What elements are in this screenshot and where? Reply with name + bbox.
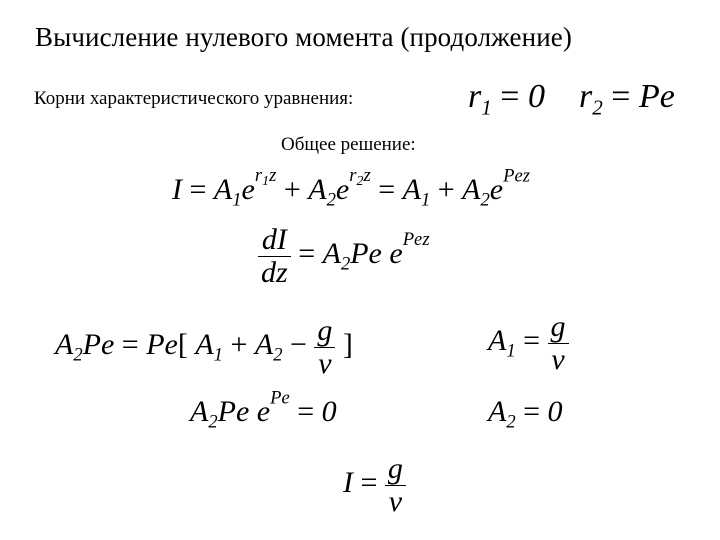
g-over-v-fraction: $\frac{g}{v}$ (314, 315, 335, 379)
r1-eq: $r_1 = 0$ (468, 78, 545, 120)
final-solution: I = $\frac{g}{v}$ (343, 453, 406, 517)
roots-label: Корни характеристического уравнения: (34, 88, 354, 109)
general-solution-equation: $I = A_1e^{r_1z} + A_2e^{r_2z} = A_1 + A_2e^{Pez}$ (172, 165, 530, 211)
g-over-v-fraction: $\frac{g}{v}$ (385, 453, 406, 517)
general-solution-label: Общее решение: (281, 134, 416, 155)
derivative-equation: $\frac{dI}{dz}$ = $A_2Pe$ $e^{Pez}$ (258, 224, 430, 288)
a2-solution: $A_2 = 0$ (488, 395, 563, 433)
boundary-condition-equation: $A_2Pe = Pe$[ $A_1 + A_2$ − $\frac{g}{v}$ ] (55, 314, 353, 380)
derivative-fraction: $\frac{dI}{dz}$ (258, 224, 291, 288)
a1-solution: $A_1$ = $\frac{g}{v}$ (488, 311, 569, 375)
second-condition-equation: $A_2Pe$ $e^{Pe} = 0$ (190, 387, 337, 433)
slide-title: Вычисление нулевого момента (продолжение) (35, 22, 572, 52)
g-over-v-fraction: $\frac{g}{v}$ (548, 311, 569, 375)
r2-eq: $r_2 = Pe$ (578, 78, 675, 120)
roots-equations (468, 78, 675, 120)
